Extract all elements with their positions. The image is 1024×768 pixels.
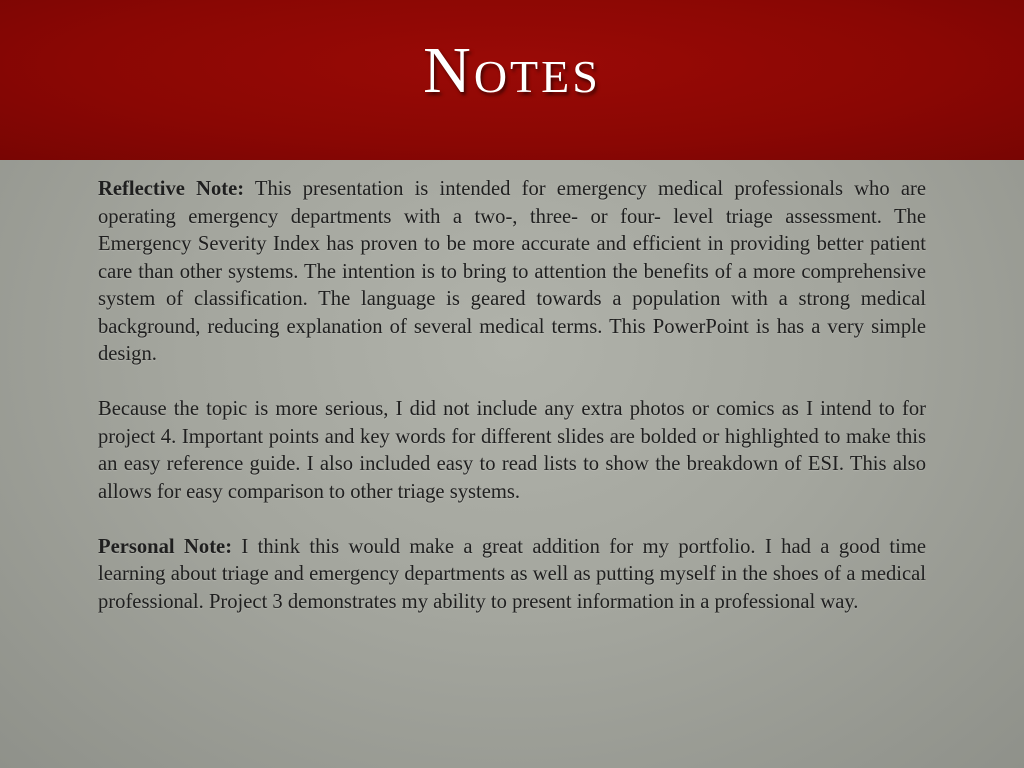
reflective-note-paragraph [98,176,926,369]
personal-note-label: Personal Note: [98,535,233,558]
notes-body [98,176,926,644]
design-note-paragraph [98,396,926,506]
slide-title: Notes [423,34,601,107]
personal-note-paragraph [98,534,926,617]
reflective-note-label: Reflective Note: [98,178,245,200]
title-banner [0,0,1024,160]
personal-note-text: I think this would make a great addition for my portfolio. I had a good time learning about triage and emergency departments as well as putting myself in the shoes of a medical professional. Project 3 demonstrates my ability to present information in a professional way. [98,535,926,613]
reflective-note-text: This presentation is intended for emergency medical professionals who are operating emergency departments with a two-, three- or four- level triage assessment. The Emergency Severity Index has proven to be more accurate and efficient in providing better patient care than other systems. The intention is to bring to attention the benefits of a more comprehensive system of classification. The language is geared towards a population with a strong medical background, reducing explanation of several medical terms. This PowerPoint is has a very simple design. [98,178,926,365]
design-note-text: Because the topic is more serious, I did not include any extra photos or comics as I intend to for project 4. Important points and key words for different slides are bolded or highlighted to make this an easy reference guide. I also included easy to read lists to show the breakdown of ESI. This also allows for easy comparison to other triage systems. [98,398,926,503]
